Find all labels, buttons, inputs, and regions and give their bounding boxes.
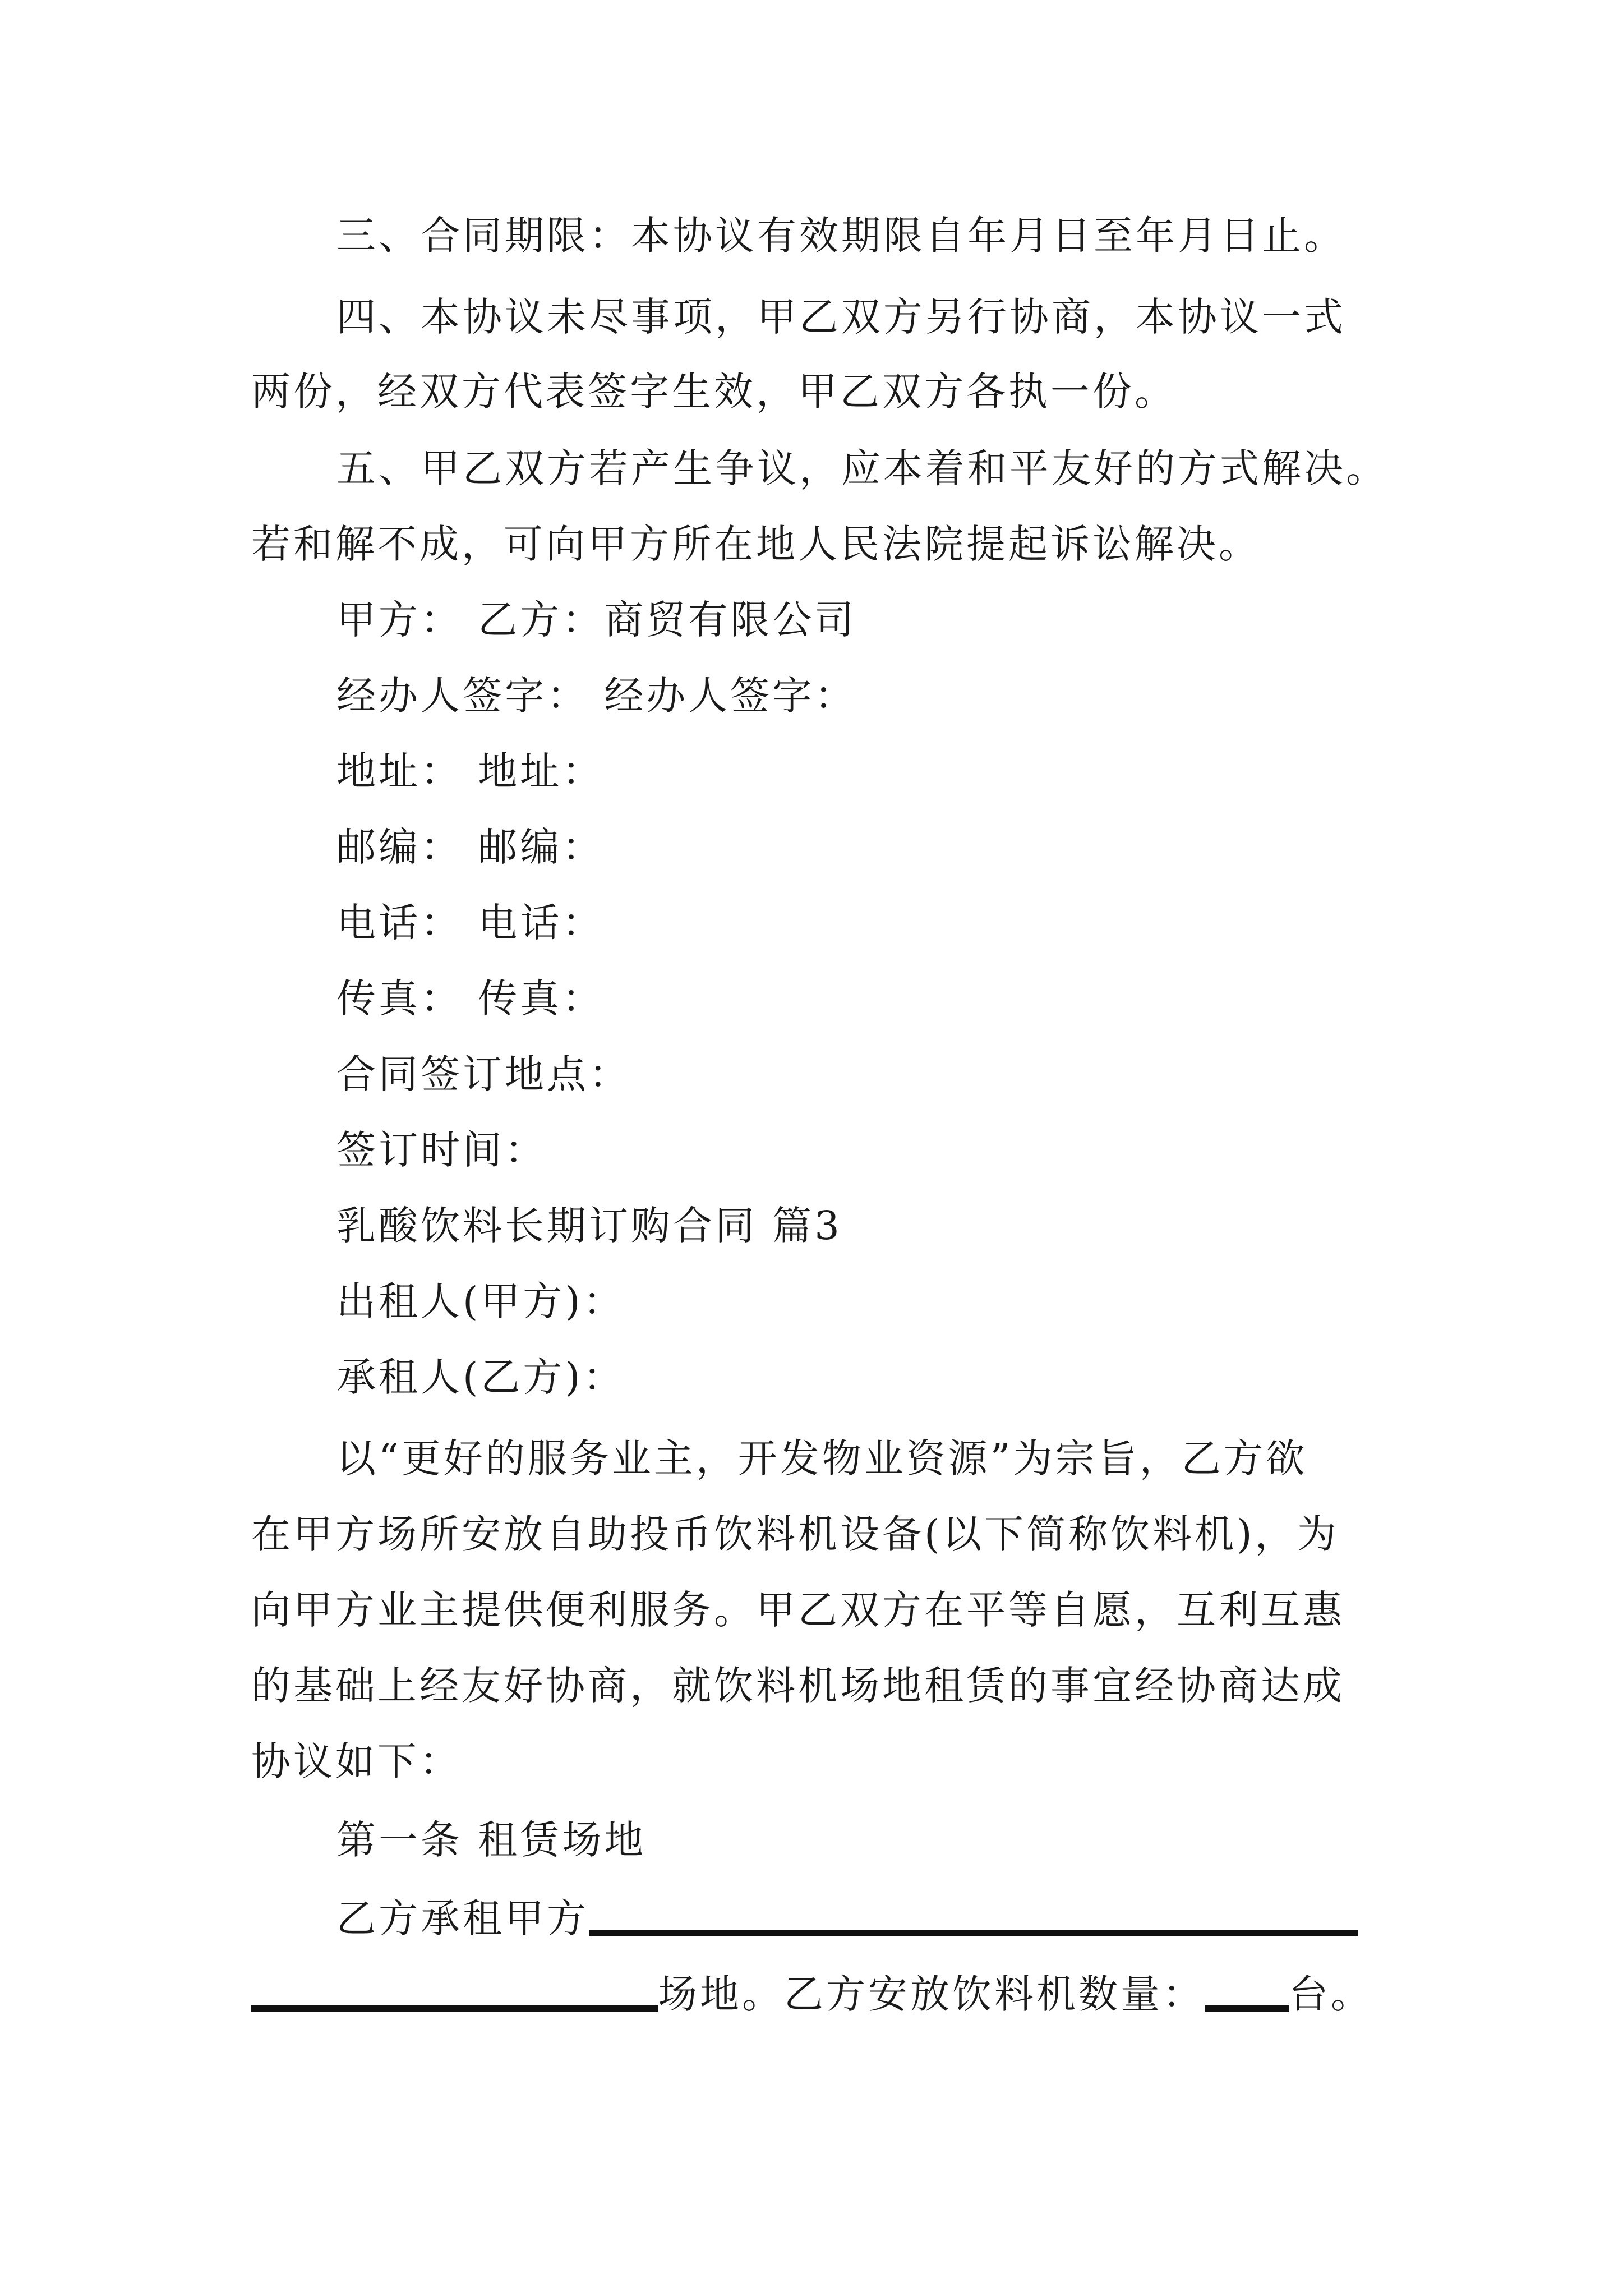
lessee-line: 承租人(乙方)：	[336, 1354, 625, 1400]
preamble-line-2: 在甲方场所安放自助投币饮料机设备(以下简称饮料机)，为	[251, 1511, 1339, 1557]
lease-line-end: 台。	[1289, 1971, 1373, 2017]
preamble-line-4: 的基础上经友好协商，就饮料机场地租赁的事宜经协商达成	[251, 1663, 1345, 1709]
fax-line: 传真： 传真：	[336, 976, 605, 1022]
leased-site-blank-continued[interactable]	[251, 2005, 658, 2012]
agent-signature-line: 经办人签字： 经办人签字：	[336, 673, 857, 719]
clause-5-line-1: 五、甲乙双方若产生争议，应本着和平友好的方式解决。	[336, 445, 1388, 491]
lease-line-field: 场地。乙方安放饮料机数量：	[658, 1971, 1205, 2017]
phone-line: 电话： 电话：	[336, 900, 605, 946]
section-heading: 乳酸饮料长期订购合同 篇3	[336, 1203, 842, 1249]
clause-4-line-2: 两份，经双方代表签字生效，甲乙双方各执一份。	[251, 369, 1177, 415]
lease-line-1	[336, 1893, 1358, 1944]
preamble-line-1: 以“更好的服务业主，开发物业资源”为宗旨，乙方欲	[336, 1435, 1308, 1481]
lessor-line: 出租人(甲方)：	[336, 1278, 625, 1324]
machine-quantity-blank[interactable]	[1205, 2005, 1289, 2012]
signing-place-line: 合同签订地点：	[336, 1051, 631, 1097]
signing-time-line: 签订时间：	[336, 1127, 547, 1173]
clause-5-line-2: 若和解不成，可向甲方所在地人民法院提起诉讼解决。	[251, 521, 1261, 567]
preamble-line-5: 协议如下：	[251, 1738, 462, 1784]
clause-3-term: 三、合同期限：本协议有效期限自年月日至年月日止。	[336, 213, 1346, 259]
clause-4-line-1: 四、本协议未尽事项，甲乙双方另行协商，本协议一式	[336, 294, 1346, 340]
preamble-line-3: 向甲方业主提供便利服务。甲乙双方在平等自愿，互利互惠	[251, 1587, 1345, 1633]
leased-site-blank[interactable]	[589, 1930, 1358, 1936]
postcode-line: 邮编： 邮编：	[336, 824, 605, 870]
address-line: 地址： 地址：	[336, 748, 605, 794]
lease-line-start: 乙方承租甲方	[336, 1895, 589, 1941]
article-1-heading: 第一条 租赁场地	[336, 1817, 647, 1863]
lease-line-2	[251, 1969, 1373, 2019]
party-a-b-line: 甲方： 乙方：商贸有限公司	[336, 597, 857, 643]
